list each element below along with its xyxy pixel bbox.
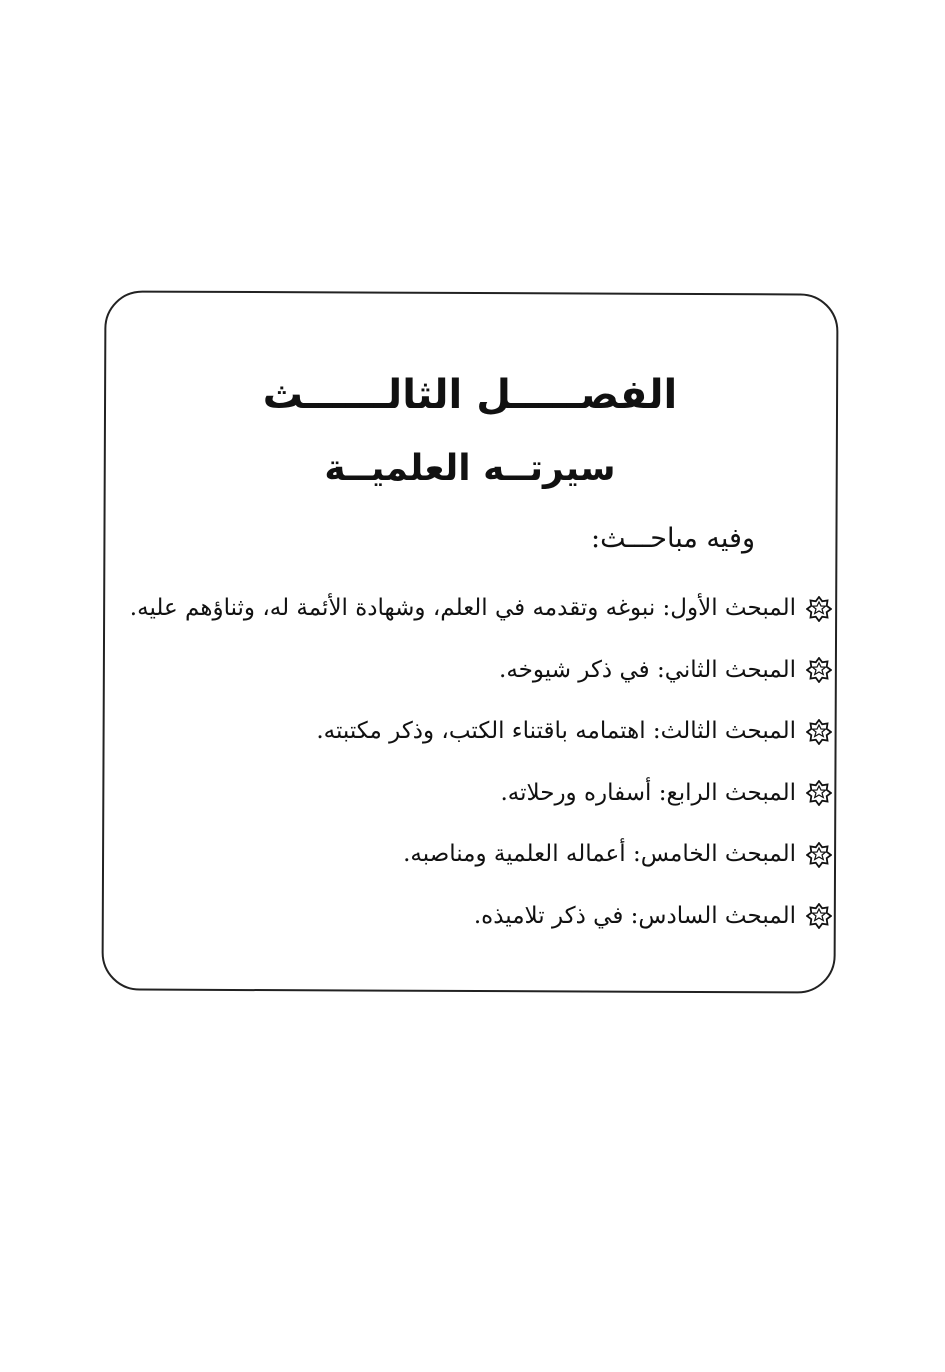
topic-item: [129, 578, 832, 640]
chapter-subtitle: سيرتــه العلميــة: [324, 448, 616, 489]
topic-item: [132, 701, 832, 763]
topic-text: المبحث الأول: نبوغه وتقدمه في العلم، وشهادة الأئمة له، وثناؤهم عليه.: [129, 595, 796, 622]
topic-text: المبحث الثاني: في ذكر شيوخه.: [499, 656, 796, 683]
star-ornament-icon: [806, 842, 832, 868]
topic-item: [132, 886, 832, 948]
star-ornament-icon: [806, 657, 832, 683]
topic-item: [132, 824, 832, 886]
topic-text: المبحث الرابع: أسفاره ورحلاته.: [500, 779, 796, 806]
chapter-title: الفصـــــل الثالــــــث: [262, 372, 678, 418]
star-ornament-icon: [806, 903, 832, 929]
topic-item: [132, 640, 832, 702]
topic-text: المبحث الخامس: أعماله العلمية ومناصبه.: [403, 841, 796, 868]
star-ornament-icon: [806, 596, 832, 622]
topics-list: [129, 578, 832, 947]
topic-item: [132, 763, 832, 825]
star-ornament-icon: [806, 719, 832, 745]
topic-text: المبحث الثالث: اهتمامه باقتناء الكتب، وذكر مكتبته.: [316, 718, 796, 745]
topic-text: المبحث السادس: في ذكر تلاميذه.: [473, 902, 796, 929]
topics-intro: وفيه مباحـــث:: [590, 523, 755, 554]
star-ornament-icon: [806, 780, 832, 806]
